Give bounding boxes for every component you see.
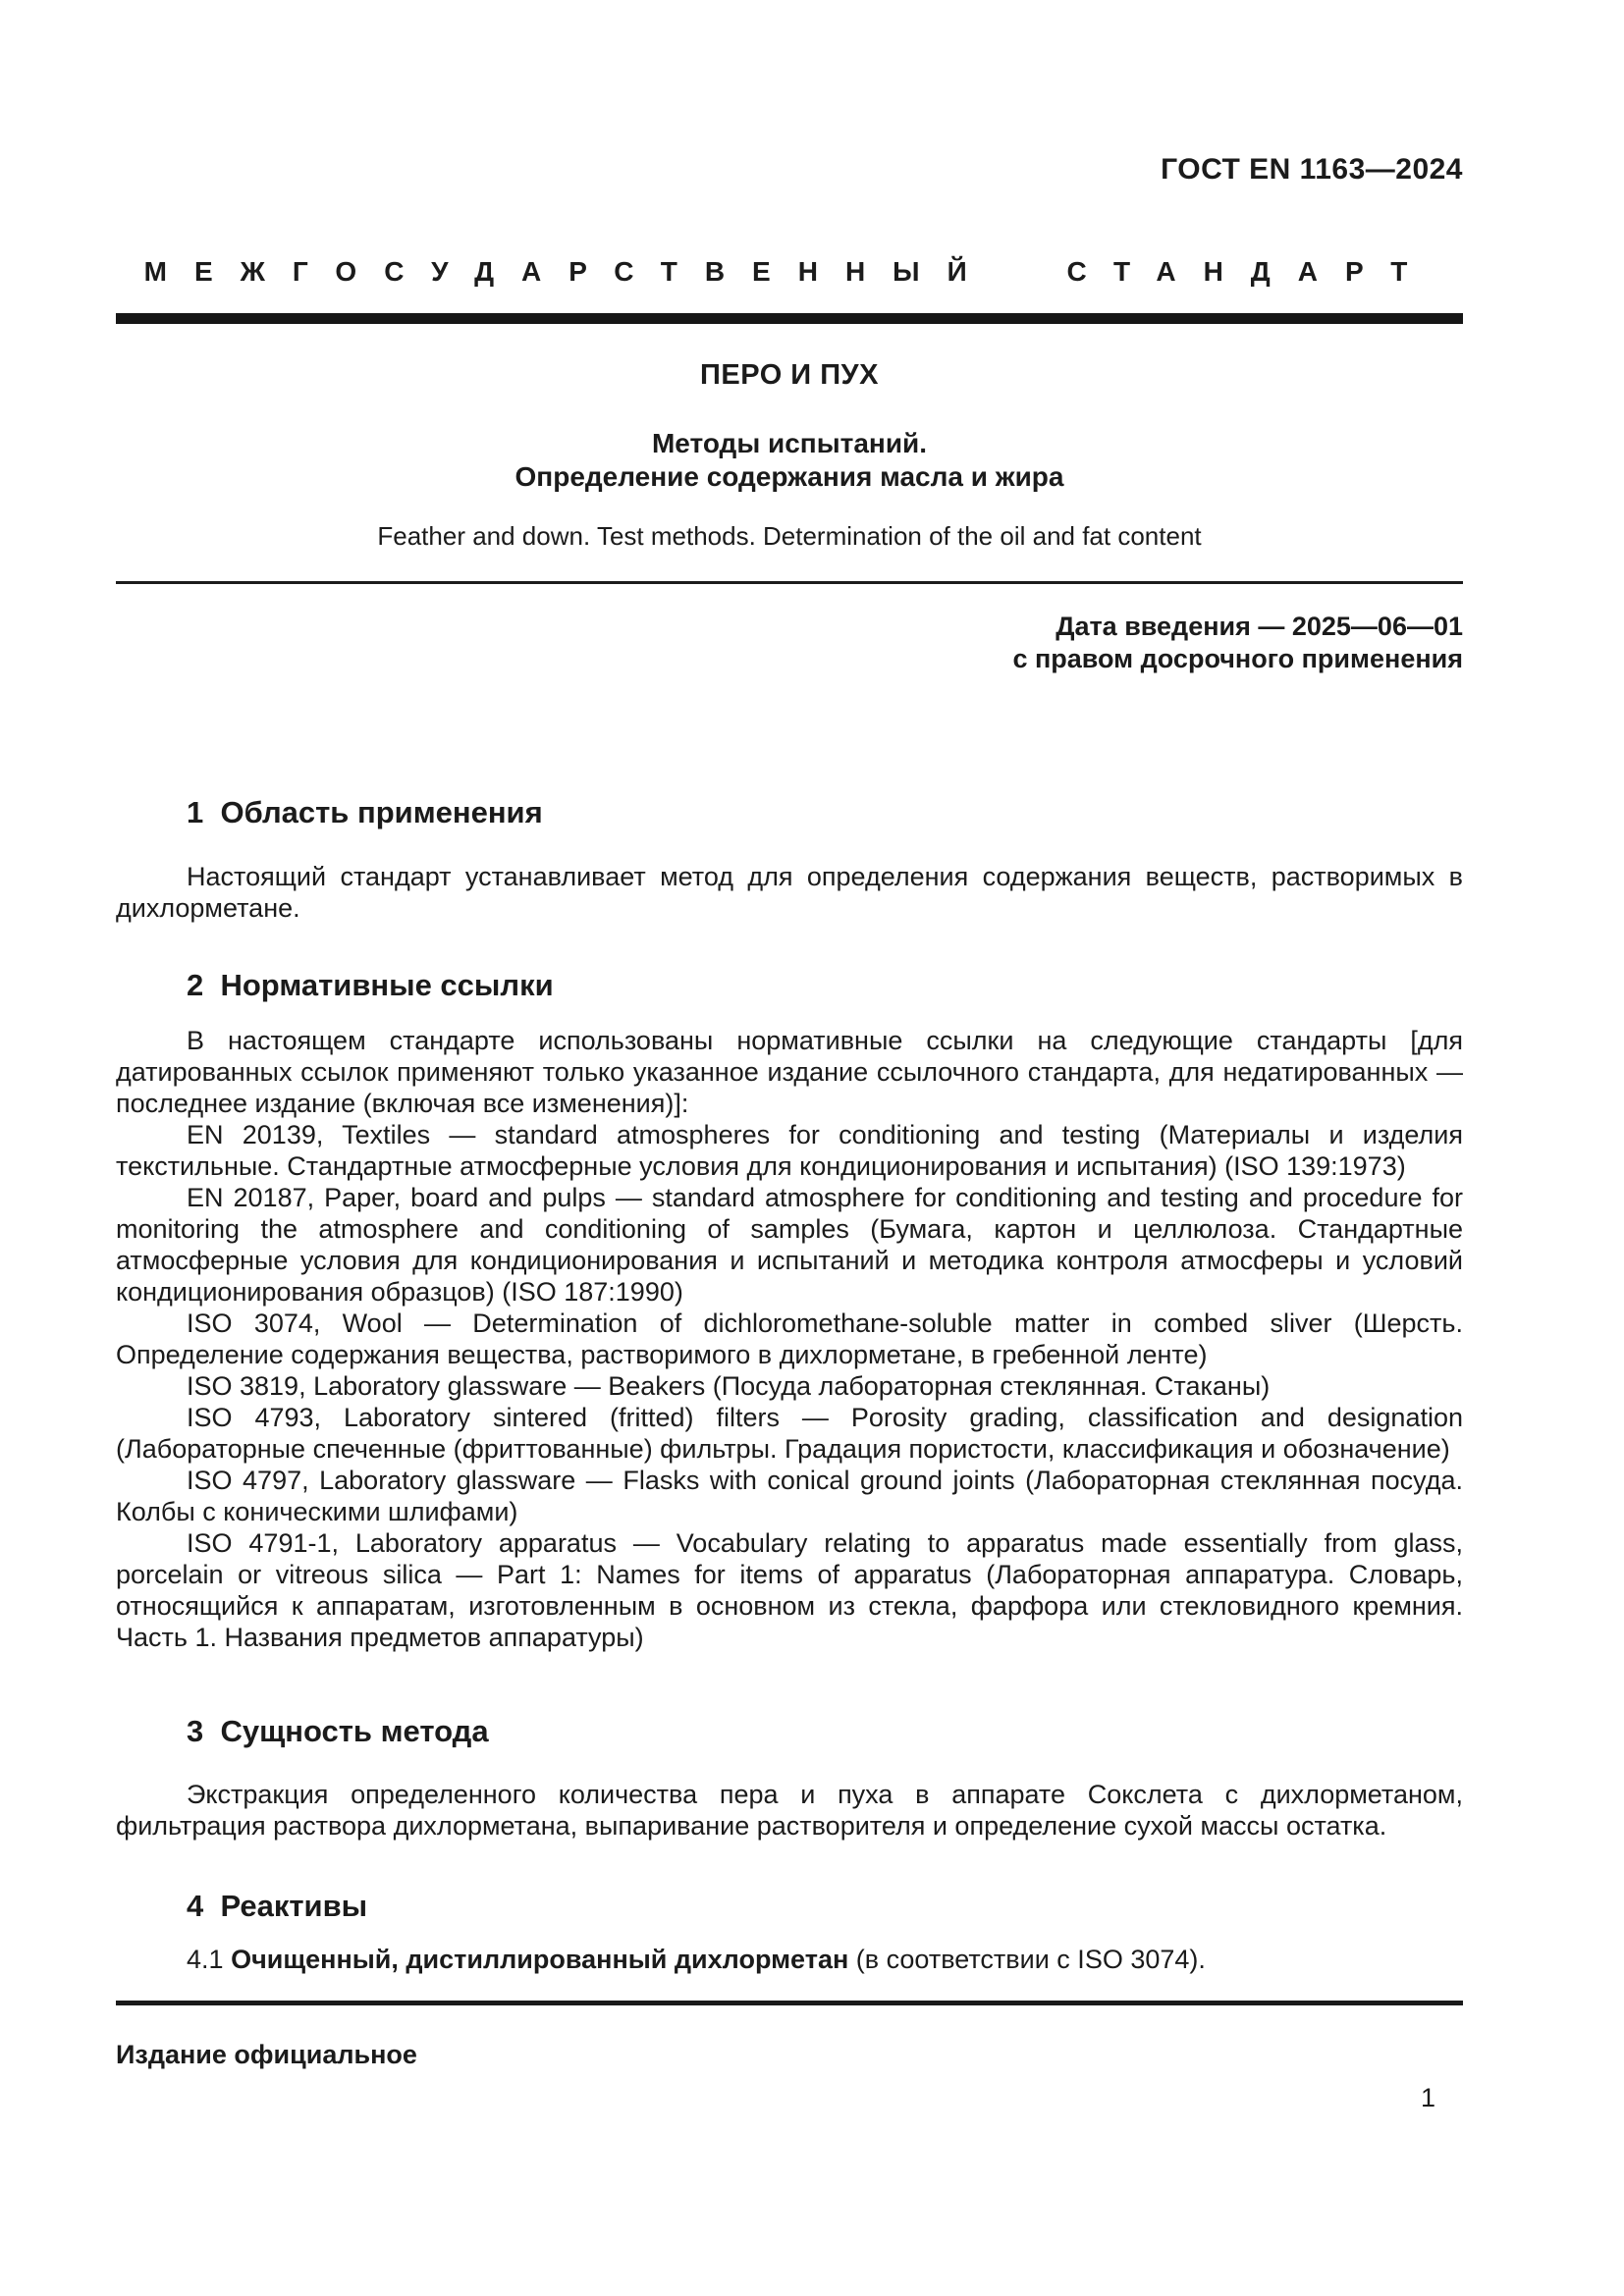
footer-rule <box>116 2001 1463 2005</box>
section-1-paragraph: Настоящий стандарт устанавливает метод для определения содержания веществ, растворимых в дихлорметане. <box>116 862 1463 923</box>
title-ru: ПЕРО И ПУХ <box>700 359 879 391</box>
subtitle-ru <box>116 427 1463 494</box>
effective-date-line-1: Дата введения — 2025—06—01 <box>1056 612 1463 641</box>
section-3-heading: 3 Сущность метода <box>187 1714 489 1748</box>
section-2-heading: 2 Нормативные ссылки <box>187 968 554 1002</box>
reference-iso-3819: ISO 3819, Laboratory glassware — Beakers (Посуда лабораторная стеклянная. Стаканы) <box>187 1371 1271 1401</box>
reference-iso-4793: ISO 4793, Laboratory sintered (fritted) filters — Porosity grading, classification and designation (Лабораторные спеченные (фриттованные) фильтры. Градация пористости, классификация и обозначение) <box>116 1403 1463 1464</box>
official-edition-note: Издание официальное <box>116 2040 417 2069</box>
page-content <box>0 155 1624 2113</box>
reference-en-20187: EN 20187, Paper, board and pulps — standard atmosphere for conditioning and testing and procedure for monitoring the atmosphere and conditioning of samples (Бумага, картон и целлюлоза. Стандартные атмосферные условия для кондиционирования и испытаний и методика контроля атмосферы и условий кондиционирования образцов) (ISO 187:1990) <box>116 1183 1463 1307</box>
reference-iso-4797: ISO 4797, Laboratory glassware — Flasks with conical ground joints (Лабораторная стеклянная посуда. Колбы с коническими шлифами) <box>116 1466 1463 1526</box>
section-1-heading: 1 Область применения <box>187 795 543 829</box>
page-number: 1 <box>1420 2083 1435 2112</box>
title-rule <box>116 581 1463 584</box>
title-en: Feather and down. Test methods. Determination of the oil and fat content <box>377 521 1202 551</box>
clause-4-1 <box>116 1944 1463 1975</box>
header-rule <box>116 313 1463 324</box>
standard-type-line: МЕЖГОСУДАРСТВЕННЫЙ СТАНДАРТ <box>143 256 1435 287</box>
subtitle-line-1: Методы испытаний. <box>651 428 928 458</box>
clause-rest: (в соответствии с ISO 3074). <box>848 1945 1206 1974</box>
subtitle-line-2: Определение содержания масла и жира <box>514 461 1064 492</box>
effective-date-line-2: с правом досрочного применения <box>1012 644 1463 673</box>
section-3-paragraph: Экстракция определенного количества пера и пуха в аппарате Сокслета с дихлорметаном, фильтрация раствора дихлорметана, выпаривание растворителя и определение сухой массы остатка. <box>116 1780 1463 1841</box>
reference-iso-3074: ISO 3074, Wool — Determination of dichloromethane-soluble matter in combed sliver (Шерсть. Определение содержания вещества, растворимого в дихлорметане, в гребенной ленте) <box>116 1308 1463 1369</box>
effective-date-block <box>116 611 1463 675</box>
reference-iso-4791-1: ISO 4791-1, Laboratory apparatus — Vocabulary relating to apparatus made essentially from glass, porcelain or vitreous silica — Part 1: Names for items of apparatus (Лабораторная аппаратура. Словарь, относящийся к аппаратам, изготовленным в основном из стекла, фарфора или стекловидного кремния. Часть 1. Названия предметов аппаратуры) <box>116 1528 1463 1652</box>
section-4-heading: 4 Реактивы <box>187 1889 368 1923</box>
section-2-intro: В настоящем стандарте использованы нормативные ссылки на следующие стандарты [для датированных ссылок применяют только указанное издание ссылочного стандарта, для недатированных — последнее издание (включая все изменения)]: <box>116 1026 1463 1118</box>
reference-en-20139: EN 20139, Textiles — standard atmospheres for conditioning and testing (Материалы и изделия текстильные. Стандартные атмосферные условия для кондиционирования и испытания) (ISO 139:1973) <box>116 1120 1463 1181</box>
doc-code: ГОСТ EN 1163—2024 <box>1161 153 1463 186</box>
clause-reagent-name: Очищенный, дистиллированный дихлорметан <box>231 1945 849 1974</box>
clause-number: 4.1 <box>187 1945 224 1974</box>
